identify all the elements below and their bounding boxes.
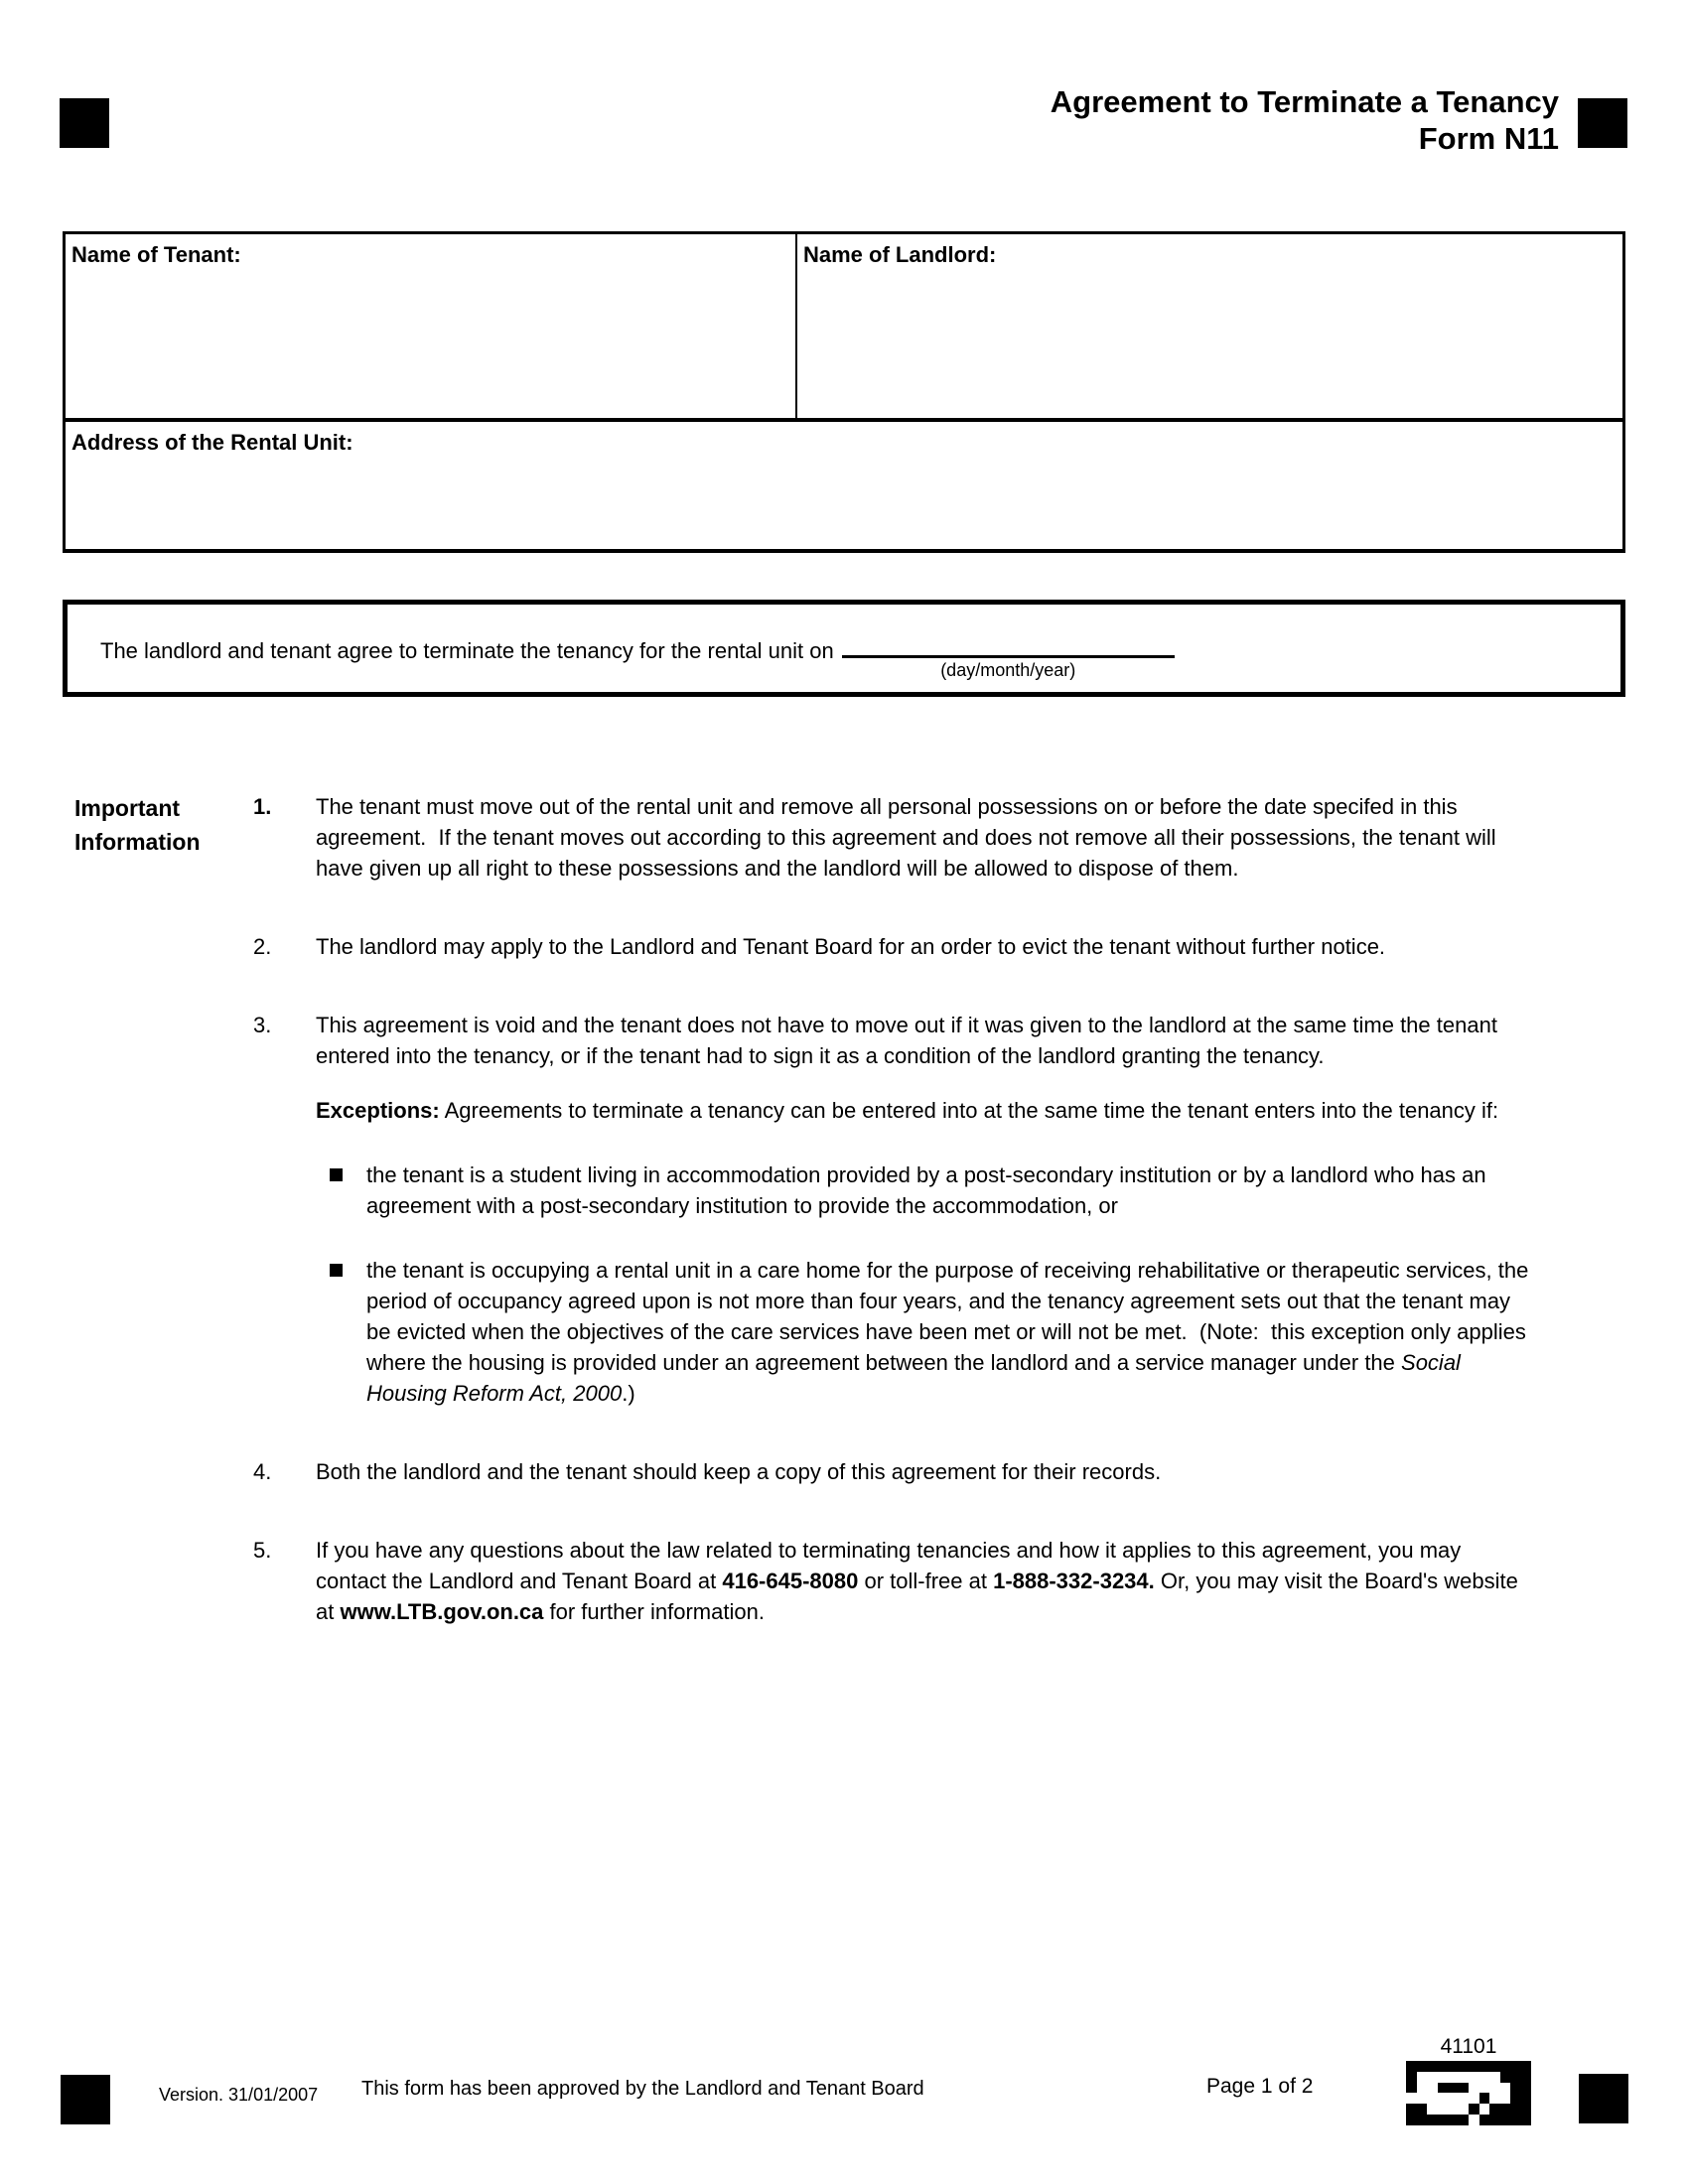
rental-unit-address-cell — [66, 422, 1622, 549]
barcode-cell — [1459, 2061, 1470, 2072]
barcode-cell — [1500, 2072, 1511, 2083]
barcode-cell — [1459, 2072, 1470, 2083]
barcode-cell — [1489, 2061, 1500, 2072]
barcode-cell — [1479, 2083, 1490, 2094]
square-bullet-icon — [330, 1168, 343, 1181]
barcode-cell — [1427, 2115, 1438, 2125]
tenant-name-cell — [66, 234, 797, 418]
termination-date-field[interactable] — [842, 631, 1175, 680]
item-paragraph — [316, 1535, 1529, 1627]
barcode-cell — [1500, 2061, 1511, 2072]
barcode-cell — [1406, 2093, 1417, 2104]
text-run: 416-645-8080 — [722, 1569, 859, 1593]
barcode-cell — [1417, 2093, 1428, 2104]
barcode-cell — [1427, 2093, 1438, 2104]
barcode-cell — [1438, 2115, 1449, 2125]
item-text — [316, 931, 1529, 962]
text-run: .) — [622, 1381, 635, 1406]
text-run: Or, you may visit the Board's website at — [316, 1569, 1525, 1624]
barcode-cell — [1510, 2115, 1521, 2125]
barcode-cell — [1417, 2115, 1428, 2125]
important-information-item-5 — [253, 1535, 1569, 1627]
parties-table — [63, 231, 1625, 553]
item-paragraph — [316, 1456, 1529, 1487]
item-number: 2. — [253, 934, 272, 959]
barcode-cell — [1500, 2104, 1511, 2115]
termination-sentence: The landlord and tenant agree to terminate the tenancy for the rental unit on — [100, 638, 834, 663]
barcode-cell — [1448, 2072, 1459, 2083]
bullet-text — [366, 1255, 1535, 1409]
item-paragraph — [316, 931, 1529, 962]
item-number: 5. — [253, 1538, 272, 1563]
barcode-cell — [1459, 2104, 1470, 2115]
barcode-cell — [1479, 2104, 1490, 2115]
version-label: Version. 31/01/2007 — [159, 2085, 319, 2105]
important-information-item-4 — [253, 1456, 1569, 1487]
item-number: 1. — [253, 794, 272, 819]
important-information-item-3 — [253, 1010, 1569, 1409]
important-information-item-2 — [253, 931, 1569, 962]
text-run: 1-888-332-3234. — [993, 1569, 1155, 1593]
barcode-cell — [1427, 2072, 1438, 2083]
barcode-cell — [1479, 2061, 1490, 2072]
barcode-cell — [1469, 2104, 1479, 2115]
landlord-name-cell — [797, 234, 1622, 418]
registration-barcode-icon — [1406, 2061, 1531, 2125]
barcode-cell — [1417, 2072, 1428, 2083]
page-indicator: Page 1 of 2 — [1206, 2075, 1314, 2098]
barcode-cell — [1521, 2104, 1532, 2115]
barcode-cell — [1469, 2072, 1479, 2083]
bullet-text — [366, 1160, 1529, 1221]
barcode-cell — [1427, 2104, 1438, 2115]
text-run: www.LTB.gov.on.ca — [340, 1599, 544, 1624]
barcode-cell — [1438, 2104, 1449, 2115]
termination-agreement-box — [63, 600, 1625, 697]
exception-bullet-item — [316, 1160, 1529, 1221]
registration-square-bottom-right-icon — [1579, 2074, 1628, 2123]
barcode-cell — [1500, 2083, 1511, 2094]
barcode-cell — [1500, 2115, 1511, 2125]
barcode-cell — [1521, 2083, 1532, 2094]
barcode-cell — [1459, 2115, 1470, 2125]
barcode-cell — [1448, 2104, 1459, 2115]
text-run: Agreements to terminate a tenancy can be entered into at the same time the tenant enters into the tenancy if: — [439, 1098, 1499, 1123]
barcode-cell — [1469, 2115, 1479, 2125]
barcode-cell — [1521, 2072, 1532, 2083]
landlord-name-label: Name of Landlord: — [803, 242, 997, 267]
barcode-cell — [1448, 2083, 1459, 2094]
barcode-cell — [1469, 2061, 1479, 2072]
barcode-cell — [1459, 2083, 1470, 2094]
form-number: Form N11 — [1418, 121, 1559, 156]
barcode-cell — [1510, 2104, 1521, 2115]
barcode-cell — [1448, 2115, 1459, 2125]
barcode-cell — [1489, 2072, 1500, 2083]
barcode-cell — [1406, 2083, 1417, 2094]
exceptions-paragraph — [316, 1095, 1529, 1126]
barcode-cell — [1406, 2061, 1417, 2072]
barcode-cell — [1406, 2104, 1417, 2115]
barcode-cell — [1417, 2104, 1428, 2115]
barcode-cell — [1417, 2083, 1428, 2094]
tenant-name-field[interactable] — [71, 268, 789, 385]
text-run: Social Housing Reform Act, 2000 — [366, 1350, 1468, 1406]
item-text — [316, 1456, 1529, 1487]
exception-bullet-item — [316, 1255, 1535, 1409]
page-title: Agreement to Terminate a Tenancy — [1050, 84, 1559, 119]
important-information-section — [74, 791, 1569, 1627]
text-run: The tenant must move out of the rental unit and remove all personal possessions on or before the date specifed in this agreement. If the tenant moves out according to this agreement and does not remove all their possessions, the tenant will have given up all right to these possessions and the landlord will be allowed to dispose of them. — [316, 794, 1502, 881]
text-run: or toll-free at — [858, 1569, 994, 1593]
barcode-number: 41101 — [1440, 2035, 1497, 2058]
barcode-cell — [1406, 2115, 1417, 2125]
barcode-cell — [1438, 2061, 1449, 2072]
barcode-cell — [1521, 2061, 1532, 2072]
barcode-cell — [1438, 2093, 1449, 2104]
barcode-cell — [1417, 2061, 1428, 2072]
registration-square-bottom-left-icon — [61, 2075, 110, 2124]
barcode-cell — [1489, 2083, 1500, 2094]
barcode-cell — [1459, 2093, 1470, 2104]
item-number: 3. — [253, 1013, 272, 1037]
important-information-items — [253, 791, 1569, 1627]
barcode-cell — [1427, 2083, 1438, 2094]
barcode-cell — [1406, 2072, 1417, 2083]
barcode-cell — [1427, 2061, 1438, 2072]
item-number: 4. — [253, 1459, 272, 1484]
approval-statement: This form has been approved by the Landlord and Tenant Board — [361, 2078, 924, 2100]
text-run: The landlord may apply to the Landlord and Tenant Board for an order to evict the tenant without further notice. — [316, 934, 1386, 959]
barcode-cell — [1469, 2083, 1479, 2094]
barcode-cell — [1489, 2104, 1500, 2115]
text-run: for further information. — [543, 1599, 765, 1624]
important-information-item-1 — [253, 791, 1569, 884]
barcode-cell — [1521, 2115, 1532, 2125]
text-run: the tenant is occupying a rental unit in a care home for the purpose of receiving rehabilitative or therapeutic services, the period of occupancy agreed upon is not more than four years, and the tenancy agreement sets out that the tenant may be evicted when the objectives of the care services have been met or will not be met. (Note: this exception only applies where the housing is provided under an agreement between the landlord and a service manager under the — [366, 1258, 1535, 1375]
barcode-cell — [1510, 2072, 1521, 2083]
parties-table-row-names — [66, 234, 1622, 422]
important-information-heading: Important Information — [74, 795, 201, 855]
item-text — [316, 1535, 1529, 1627]
item-text — [316, 791, 1529, 884]
barcode-cell — [1500, 2093, 1511, 2104]
rental-unit-address-field[interactable] — [71, 456, 1617, 533]
barcode-cell — [1510, 2093, 1521, 2104]
tenant-name-label: Name of Tenant: — [71, 242, 241, 267]
form-title-block — [1051, 83, 1559, 157]
barcode-cell — [1510, 2061, 1521, 2072]
registration-square-top-left-icon — [60, 98, 109, 148]
barcode-cell — [1479, 2072, 1490, 2083]
barcode-cell — [1448, 2061, 1459, 2072]
text-run: If you have any questions about the law related to terminating tenancies and how it applies to this agreement, you may contact the Landlord and Tenant Board at — [316, 1538, 1468, 1593]
barcode-cell — [1448, 2093, 1459, 2104]
item-text — [316, 1010, 1535, 1409]
landlord-name-field[interactable] — [803, 268, 1617, 385]
text-run: the tenant is a student living in accommodation provided by a post-secondary institution or by a landlord who has an agreement with a post-secondary institution to provide the accommodation, or — [366, 1162, 1492, 1218]
text-run: Exceptions: — [316, 1098, 440, 1123]
date-format-hint: (day/month/year) — [940, 660, 1076, 680]
barcode-cell — [1438, 2072, 1449, 2083]
item-paragraph — [316, 1010, 1529, 1071]
barcode-cell — [1510, 2083, 1521, 2094]
barcode-cell — [1469, 2093, 1479, 2104]
square-bullet-icon — [330, 1264, 343, 1277]
barcode-cell — [1479, 2115, 1490, 2125]
registration-square-top-right-icon — [1578, 98, 1627, 148]
barcode-cell — [1479, 2093, 1490, 2104]
rental-unit-address-label: Address of the Rental Unit: — [71, 430, 353, 455]
barcode-cell — [1489, 2115, 1500, 2125]
item-paragraph — [316, 791, 1529, 884]
barcode-cell — [1438, 2083, 1449, 2094]
barcode-cell — [1521, 2093, 1532, 2104]
text-run: Both the landlord and the tenant should keep a copy of this agreement for their records. — [316, 1459, 1162, 1484]
barcode-cell — [1489, 2093, 1500, 2104]
text-run: This agreement is void and the tenant does not have to move out if it was given to the landlord at the same time the tenant entered into the tenancy, or if the tenant had to sign it as a condition of the landlord granting the tenancy. — [316, 1013, 1504, 1068]
